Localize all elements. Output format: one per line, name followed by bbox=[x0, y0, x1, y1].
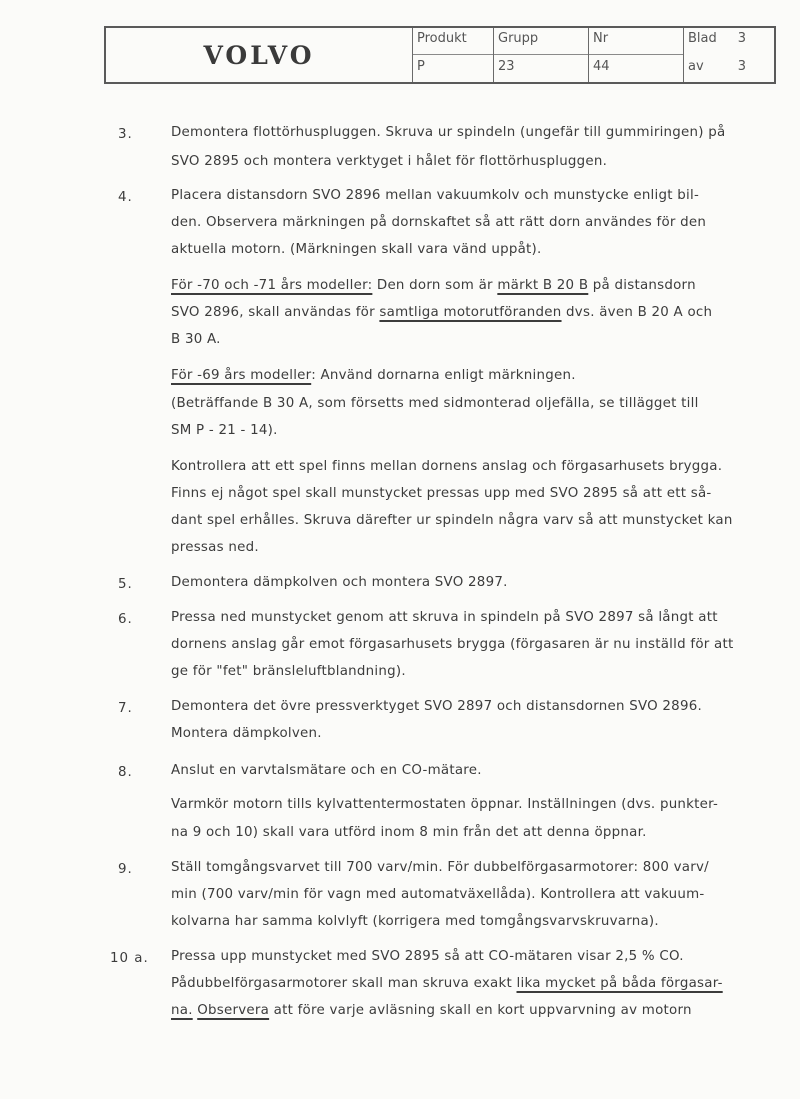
produkt-value: P bbox=[417, 59, 425, 74]
document-header bbox=[104, 26, 776, 84]
step-5-line-1: Demontera dämpkolven och montera SVO 2897. bbox=[171, 575, 508, 590]
av-label: av bbox=[688, 59, 704, 74]
step-10a-line-2a: Pådubbelförgasarmotorer skall man skruva exakt bbox=[171, 976, 517, 991]
step-8-para-line-2: na 9 och 10) skall vara utförd inom 8 min från det att denna öppnar. bbox=[171, 825, 647, 840]
volvo-logo: VOLVO bbox=[203, 40, 315, 70]
nr-cell bbox=[589, 28, 684, 82]
grupp-label: Grupp bbox=[498, 31, 539, 46]
step-4-para-a-line-2 bbox=[171, 305, 712, 320]
step-9-line-1: Ställ tomgångsvarvet till 700 varv/min. För dubbelförgasarmotorer: 800 varv/ bbox=[171, 860, 709, 875]
grupp-value: 23 bbox=[498, 59, 515, 74]
step-4-para-a-line-3: B 30 A. bbox=[171, 332, 221, 347]
step-6-line-3: ge för "fet" bränsleluftblandning). bbox=[171, 664, 406, 679]
step-9-line-2: min (700 varv/min för vagn med automatväxellåda). Kontrollera att vakuum- bbox=[171, 887, 705, 902]
step-number-6: 6. bbox=[118, 612, 133, 627]
step-10a-line-3 bbox=[171, 1003, 692, 1018]
step-8-para-line-1: Varmkör motorn tills kylvattentermostaten öppnar. Inställningen (dvs. punkter- bbox=[171, 797, 719, 812]
step-10a-line-2 bbox=[171, 976, 723, 991]
step-6-line-2: dornens anslag går emot förgasarhusets brygga (förgasaren är nu inställd för att bbox=[171, 637, 734, 652]
step-4-line-2: den. Observera märkningen på dornskaftet så att rätt dorn användes för den bbox=[171, 215, 707, 230]
step-8-line-1: Anslut en varvtalsmätare och en CO-mätare. bbox=[171, 763, 482, 778]
step-number-9: 9. bbox=[118, 862, 133, 877]
na-continuation: na. bbox=[171, 1003, 193, 1018]
step-number-3: 3. bbox=[118, 127, 133, 142]
step-4-para-c-line-4: pressas ned. bbox=[171, 540, 259, 555]
step-6-line-1: Pressa ned munstycket genom att skruva in spindeln på SVO 2897 så långt att bbox=[171, 610, 718, 625]
step-4-para-c-line-2: Finns ej något spel skall munstycket pressas upp med SVO 2895 så att ett så- bbox=[171, 486, 712, 501]
para-b-text: : Använd dornarna enligt märkningen. bbox=[311, 368, 576, 383]
blad-value: 3 bbox=[737, 31, 746, 46]
produkt-cell bbox=[413, 28, 494, 82]
step-4-line-1: Placera distansdorn SVO 2896 mellan vakuumkolv och munstycke enligt bil- bbox=[171, 188, 700, 203]
step-7-line-2: Montera dämpkolven. bbox=[171, 726, 322, 741]
step-9-line-3: kolvarna har samma kolvlyft (korrigera med tomgångsvarvskruvarna). bbox=[171, 914, 659, 929]
para-a-line-2a: SVO 2896, skall användas för bbox=[171, 305, 380, 320]
para-a-line-2b: dvs. även B 20 A och bbox=[561, 305, 713, 320]
step-number-4: 4. bbox=[118, 190, 133, 205]
nr-value: 44 bbox=[593, 59, 610, 74]
equal-amount-both-carbs: lika mycket på båda förgasar- bbox=[516, 976, 723, 991]
step-10a-line-1: Pressa upp munstycket med SVO 2895 så att CO-mätaren visar 2,5 % CO. bbox=[171, 949, 684, 964]
all-engine-versions: samtliga motorutföranden bbox=[379, 305, 562, 320]
step-4-para-b-line-1 bbox=[171, 368, 576, 383]
av-value: 3 bbox=[737, 59, 746, 74]
step-3-line-2: SVO 2895 och montera verktyget i hålet för flottörhuspluggen. bbox=[171, 154, 608, 169]
para-a-text-2: på distansdorn bbox=[588, 278, 696, 293]
grupp-cell bbox=[494, 28, 589, 82]
produkt-label: Produkt bbox=[417, 31, 467, 46]
blad-cell bbox=[684, 28, 774, 82]
step-4-para-b-line-3: SM P - 21 - 14). bbox=[171, 423, 278, 438]
step-4-para-c-line-1: Kontrollera att ett spel finns mellan dornens anslag och förgasarhusets brygga. bbox=[171, 459, 723, 474]
step-4-para-a-line-1 bbox=[171, 278, 696, 293]
step-4-para-c-line-3: dant spel erhålles. Skruva därefter ur spindeln några varv så att munstycket kan bbox=[171, 513, 733, 528]
nr-label: Nr bbox=[593, 31, 609, 46]
step-number-5: 5. bbox=[118, 577, 133, 592]
step-4-line-3: aktuella motorn. (Märkningen skall vara vänd uppåt). bbox=[171, 242, 542, 257]
step-number-7: 7. bbox=[118, 701, 133, 716]
step-4-para-b-line-2: (Beträffande B 30 A, som försetts med sidmonterad oljefälla, se tillägget till bbox=[171, 396, 699, 411]
step-number-8: 8. bbox=[118, 765, 133, 780]
para-a-text-1: Den dorn som är bbox=[372, 278, 498, 293]
model-69-heading: För -69 års modeller bbox=[171, 368, 312, 383]
step-3-line-1: Demontera flottörhuspluggen. Skruva ur spindeln (ungefär till gummiringen) på bbox=[171, 125, 726, 140]
step-10a-line-3b: att före varje avläsning skall en kort uppvarvning av motorn bbox=[269, 1003, 692, 1018]
step-7-line-1: Demontera det övre pressverktyget SVO 2897 och distansdornen SVO 2896. bbox=[171, 699, 702, 714]
step-number-10a: 10 a. bbox=[110, 951, 149, 966]
marking-b20b: märkt B 20 B bbox=[497, 278, 589, 293]
logo-cell bbox=[106, 28, 413, 82]
model-70-71-heading: För -70 och -71 års modeller: bbox=[171, 278, 373, 293]
observera-emphasis: Observera bbox=[197, 1003, 270, 1018]
blad-label: Blad bbox=[688, 31, 717, 46]
